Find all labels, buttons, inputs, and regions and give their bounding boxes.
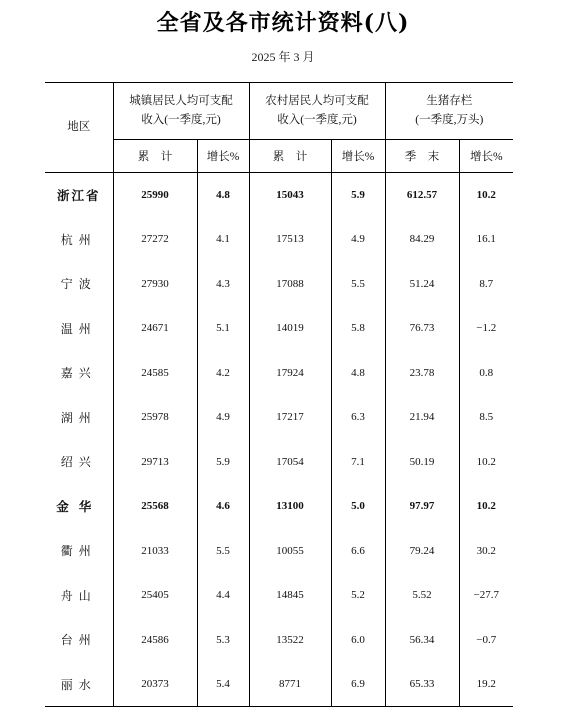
pig-stock-cell: 65.33 [385, 662, 459, 707]
table-row [45, 484, 513, 529]
pig-stock-cell: 76.73 [385, 306, 459, 351]
table-row [45, 395, 513, 440]
rural-growth-cell: 6.3 [331, 395, 385, 440]
table-row [45, 573, 513, 618]
pig-growth-cell: 19.2 [459, 662, 513, 707]
urban-income-cell: 25990 [113, 173, 197, 218]
urban-income-cell: 21033 [113, 529, 197, 574]
region-cell: 湖州 [60, 410, 97, 425]
region-cell: 绍兴 [60, 455, 97, 470]
region-header: 地区 [67, 121, 91, 133]
pig-growth-cell: −1.2 [459, 306, 513, 351]
rural-growth-cell: 6.0 [331, 618, 385, 663]
urban-growth-cell: 4.2 [197, 351, 249, 396]
pig-stock-cell: 79.24 [385, 529, 459, 574]
table-body [45, 173, 513, 707]
rural-growth-cell: 4.9 [331, 217, 385, 262]
pig-growth-cell: 10.2 [459, 440, 513, 485]
rural-income-cell: 14019 [249, 306, 331, 351]
urban-income-cell: 27930 [113, 262, 197, 307]
urban-income-cell: 24585 [113, 351, 197, 396]
urban-income-cell: 20373 [113, 662, 197, 707]
table-row [45, 351, 513, 396]
pig-growth-cell: 10.2 [459, 484, 513, 529]
header-row-sub [45, 140, 513, 173]
rural-growth-cell: 5.0 [331, 484, 385, 529]
table-row [45, 306, 513, 351]
region-cell: 温州 [60, 321, 97, 336]
rural-income-cell: 13100 [249, 484, 331, 529]
region-cell: 衢州 [60, 544, 97, 559]
statistics-table [45, 82, 513, 707]
urban-income-cell: 29713 [113, 440, 197, 485]
pig-growth-cell: 0.8 [459, 351, 513, 396]
pig-stock-header-line1: 生猪存栏 [426, 95, 473, 107]
pig-growth-cell: 10.2 [459, 173, 513, 218]
urban-growth-cell: 4.8 [197, 173, 249, 218]
region-cell: 舟山 [60, 588, 97, 603]
rural-growth-cell: 6.9 [331, 662, 385, 707]
urban-growth-cell: 5.4 [197, 662, 249, 707]
rural-income-cell: 17217 [249, 395, 331, 440]
pig-stock-cell: 23.78 [385, 351, 459, 396]
pig-stock-header-line2: (一季度,万头) [415, 114, 484, 126]
pig-growth-cell: 30.2 [459, 529, 513, 574]
urban-growth-cell: 5.3 [197, 618, 249, 663]
rural-growth-cell: 7.1 [331, 440, 385, 485]
pig-stock-cell: 56.34 [385, 618, 459, 663]
urban-income-cell: 25978 [113, 395, 197, 440]
pig-growth-header: 增长% [459, 140, 513, 173]
pig-growth-cell: 16.1 [459, 217, 513, 262]
table-row [45, 440, 513, 485]
region-cell: 丽水 [60, 677, 97, 692]
rural-income-cell: 15043 [249, 173, 331, 218]
rural-income-cell: 10055 [249, 529, 331, 574]
rural-income-header [249, 83, 385, 140]
urban-growth-cell: 5.9 [197, 440, 249, 485]
rural-growth-cell: 6.6 [331, 529, 385, 574]
urban-income-cell: 27272 [113, 217, 197, 262]
pig-stock-cell: 50.19 [385, 440, 459, 485]
rural-income-header-line1: 农村居民人均可支配 [265, 95, 369, 107]
urban-growth-cell: 4.9 [197, 395, 249, 440]
table-row [45, 529, 513, 574]
region-cell: 金华 [56, 500, 102, 515]
urban-growth-cell: 4.1 [197, 217, 249, 262]
rural-cumulative-header: 累 计 [249, 140, 331, 173]
header-row-top [45, 83, 513, 140]
page-title: 全省及各市统计资料(八) [156, 10, 410, 36]
urban-growth-cell: 5.1 [197, 306, 249, 351]
rural-income-cell: 17924 [249, 351, 331, 396]
pig-stock-cell: 97.97 [385, 484, 459, 529]
region-cell: 嘉兴 [60, 366, 97, 381]
region-cell: 浙江省 [45, 173, 113, 218]
table-row [45, 173, 513, 218]
rural-income-header-line2: 收入(一季度,元) [277, 114, 357, 126]
pig-stock-cell: 21.94 [385, 395, 459, 440]
table-row [45, 217, 513, 262]
rural-growth-cell: 5.5 [331, 262, 385, 307]
urban-income-cell: 24671 [113, 306, 197, 351]
urban-income-cell: 25405 [113, 573, 197, 618]
pig-growth-cell: −27.7 [459, 573, 513, 618]
urban-growth-cell: 4.3 [197, 262, 249, 307]
pig-stock-cell: 5.52 [385, 573, 459, 618]
pig-stock-cell: 84.29 [385, 217, 459, 262]
pig-stock-cell: 51.24 [385, 262, 459, 307]
region-cell: 宁波 [60, 277, 97, 292]
pig-growth-cell: 8.5 [459, 395, 513, 440]
rural-income-cell: 14845 [249, 573, 331, 618]
region-cell: 台州 [60, 633, 97, 648]
pig-stock-cell: 612.57 [385, 173, 459, 218]
region-cell: 杭州 [60, 232, 97, 247]
rural-growth-cell: 5.2 [331, 573, 385, 618]
urban-growth-cell: 4.4 [197, 573, 249, 618]
urban-income-header [113, 83, 249, 140]
urban-growth-cell: 5.5 [197, 529, 249, 574]
report-date: 2025 年 3 月 [251, 50, 315, 64]
urban-income-header-line2: 收入(一季度,元) [141, 114, 221, 126]
pig-quarter-end-header: 季 末 [385, 140, 459, 173]
table-row [45, 262, 513, 307]
rural-growth-header: 增长% [331, 140, 385, 173]
rural-income-cell: 17088 [249, 262, 331, 307]
pig-growth-cell: 8.7 [459, 262, 513, 307]
rural-growth-cell: 4.8 [331, 351, 385, 396]
rural-income-cell: 13522 [249, 618, 331, 663]
urban-income-cell: 25568 [113, 484, 197, 529]
pig-growth-cell: −0.7 [459, 618, 513, 663]
rural-income-cell: 17513 [249, 217, 331, 262]
rural-income-cell: 8771 [249, 662, 331, 707]
table-row [45, 662, 513, 707]
urban-growth-header: 增长% [197, 140, 249, 173]
urban-cumulative-header: 累 计 [113, 140, 197, 173]
rural-income-cell: 17054 [249, 440, 331, 485]
urban-income-header-line1: 城镇居民人均可支配 [129, 95, 233, 107]
rural-growth-cell: 5.8 [331, 306, 385, 351]
pig-stock-header [385, 83, 513, 140]
rural-growth-cell: 5.9 [331, 173, 385, 218]
urban-growth-cell: 4.6 [197, 484, 249, 529]
urban-income-cell: 24586 [113, 618, 197, 663]
table-row [45, 618, 513, 663]
